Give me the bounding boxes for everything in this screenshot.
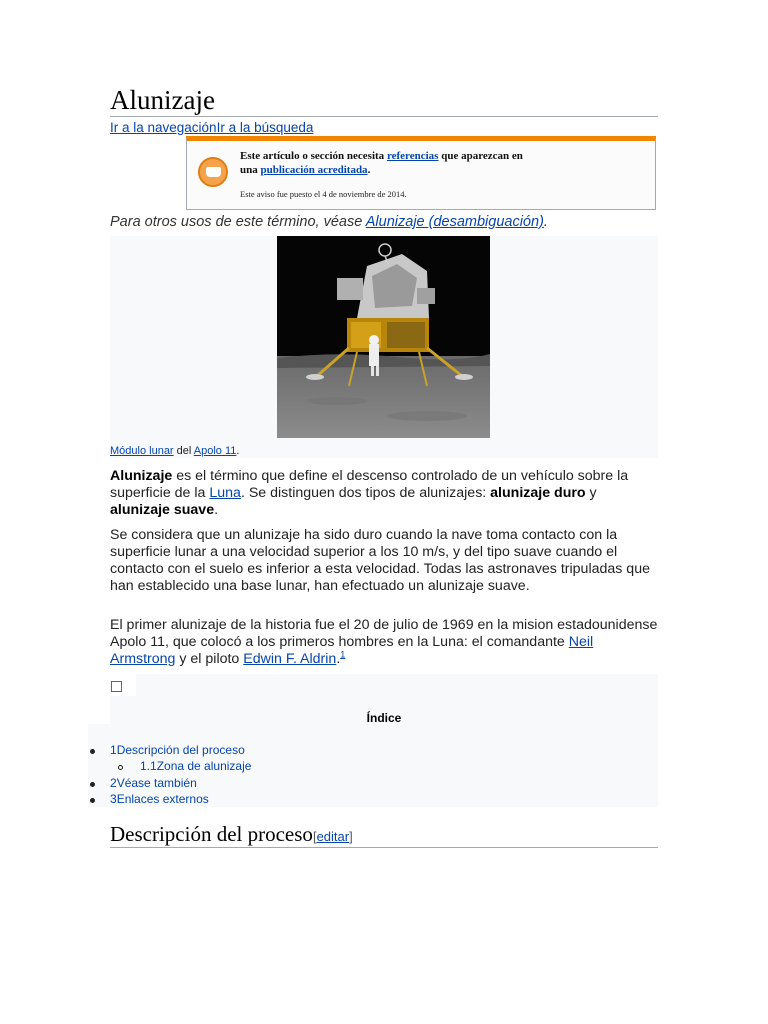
- toc-item-vease[interactable]: 2Véase también: [110, 776, 197, 790]
- notice-date: Este aviso fue puesto el 4 de noviembre de 2014.: [240, 189, 407, 199]
- edit-section: [editar]: [312, 829, 353, 844]
- edwin-aldrin-link[interactable]: Edwin F. Aldrin: [243, 651, 337, 667]
- jump-to-search-link[interactable]: Ir a la búsqueda: [216, 120, 314, 135]
- neil-armstrong-link[interactable]: Neil Armstrong: [110, 634, 594, 667]
- toc-title: Índice: [366, 711, 402, 725]
- history-paragraph: El primer alunizaje de la historia fue el 20 de julio de 1969 en la mision estadounidense Apolo 11, que colocó a los primeros hombres en la Luna: el comandante Neil Armstrong y el piloto Edwin F. Aldrin.$^1$: [110, 617, 658, 667]
- book-icon: [198, 157, 228, 187]
- notice-message: Este artículo o sección necesita referencias que aparezcan en una publicación acreditada.: [240, 150, 523, 176]
- hatnote: Para otros usos de este término, véase Alunizaje (desambiguación).: [110, 214, 548, 230]
- references-notice-box: [186, 136, 656, 210]
- lead-figure: [110, 236, 658, 458]
- toc-toggle-checkbox[interactable]: [111, 681, 122, 692]
- accredited-publication-link[interactable]: publicación acreditada: [260, 164, 368, 176]
- apollo-11-link[interactable]: Apolo 11: [193, 445, 237, 457]
- bullet-icon: [90, 749, 95, 754]
- disambiguation-link[interactable]: Alunizaje (desambiguación): [365, 214, 544, 230]
- figure-caption: Módulo lunar del Apolo 11.: [110, 445, 240, 457]
- jump-links: [110, 120, 313, 136]
- circle-bullet-icon: [118, 765, 123, 770]
- lunar-module-image: [277, 236, 490, 438]
- toc-item-zona[interactable]: 1.1Zona de alunizaje: [140, 759, 252, 773]
- page-title: Alunizaje: [110, 84, 658, 117]
- toc-item-descripcion[interactable]: 1Descripción del proceso: [110, 743, 245, 757]
- bullet-icon: [90, 782, 95, 787]
- section-heading: Descripción del proceso[editar]: [110, 822, 658, 848]
- references-link[interactable]: referencias: [386, 150, 439, 162]
- edit-section-link[interactable]: editar: [316, 829, 350, 844]
- toc-item-enlaces[interactable]: 3Enlaces externos: [110, 792, 209, 806]
- lunar-module-link[interactable]: Módulo lunar: [110, 445, 174, 457]
- intro-paragraph: Alunizaje es el término que define el descenso controlado de un vehículo sobre la superficie de la Luna. Se distinguen dos tipos de alunizajes: alunizaje duro y alunizaje suave.: [110, 468, 629, 518]
- jump-to-navigation-link[interactable]: Ir a la navegación: [110, 120, 217, 135]
- table-of-contents: [88, 674, 658, 807]
- reference-1-link[interactable]: 1: [340, 649, 346, 660]
- landing-types-paragraph: Se considera que un alunizaje ha sido duro cuando la nave toma contacto con la superficie lunar a una velocidad superior a los 10 m/s, y del tipo suave cuando el contacto con el suelo es inferior a esta velocidad. Todas las astronaves tripuladas que han establecido una base lunar, han efectuado un alunizaje suave.: [110, 527, 650, 594]
- lunar-module-photo[interactable]: [277, 236, 490, 438]
- moon-link[interactable]: Luna: [209, 485, 241, 501]
- bullet-icon: [90, 798, 95, 803]
